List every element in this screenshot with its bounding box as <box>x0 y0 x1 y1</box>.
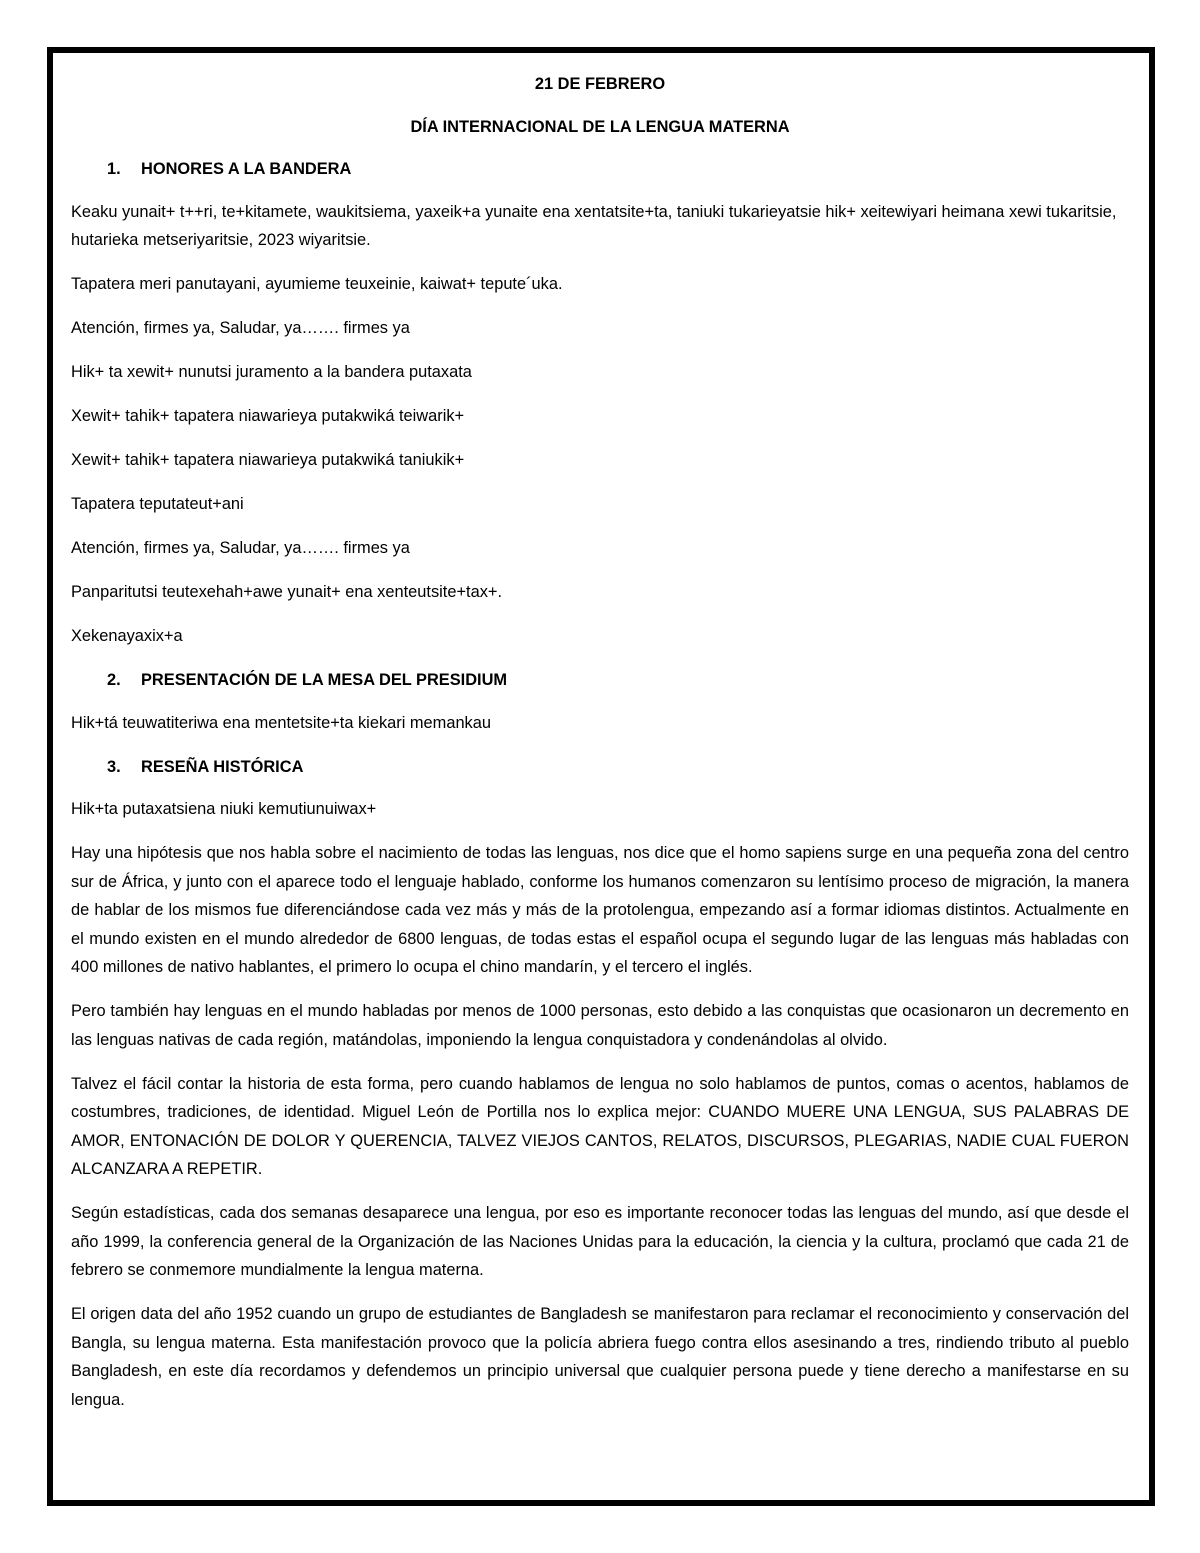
paragraph: Xekenayaxix+a <box>71 627 183 645</box>
section-heading-presidium <box>71 666 1129 695</box>
paragraph: Hik+ta putaxatsiena niuki kemutiunuiwax+ <box>71 800 377 818</box>
paragraph: Hik+ ta xewit+ nunutsi juramento a la bandera putaxata <box>71 363 472 381</box>
paragraph: Pero también hay lenguas en el mundo habladas por menos de 1000 personas, esto debido a las conquistas que ocasionaron un decremento en las lenguas nativas de cada región, matándolas, imponiendo la lengua conquistadora y condenándolas al olvido. <box>71 1002 1129 1049</box>
paragraph: Tapatera meri panutayani, ayumieme teuxeinie, kaiwat+ tepute´uka. <box>71 275 563 293</box>
section-number: 2. <box>107 671 121 689</box>
paragraph: Atención, firmes ya, Saludar, ya……. firmes ya <box>71 319 410 337</box>
paragraph: Tapatera teputateut+ani <box>71 495 244 513</box>
document-date: 21 DE FEBRERO <box>534 75 666 93</box>
section-heading-resena <box>71 753 1129 782</box>
document-title: DÍA INTERNACIONAL DE LA LENGUA MATERNA <box>410 117 790 136</box>
paragraph: Talvez el fácil contar la historia de esta forma, pero cuando hablamos de lengua no solo hablamos de puntos, comas o acentos, hablamos de costumbres, tradiciones, de identidad. Miguel León de Portilla nos lo explica mejor: CUANDO MUERE UNA LENGUA, SUS PALABRAS DE AMOR, ENTONACIÓN DE DOLOR Y QUERENCIA, TALVEZ VIEJOS CANTOS, RELATOS, DISCURSOS, PLEGARIAS, NADIE CUAL FUERON ALCANZARA A REPETIR. <box>71 1074 1129 1178</box>
paragraph: Según estadísticas, cada dos semanas desaparece una lengua, por eso es importante reconocer todas las lenguas del mundo, así que desde el año 1999, la conferencia general de la Organización de las Naciones Unidas para la educación, la ciencia y la cultura, proclamó que cada 21 de febrero se conmemore mundialmente la lengua materna. <box>71 1204 1129 1279</box>
paragraph: Panparitutsi teutexehah+awe yunait+ ena xenteutsite+tax+. <box>71 583 503 601</box>
section-number: 3. <box>107 757 121 776</box>
paragraph: Keaku yunait+ t++ri, te+kitamete, waukitsiema, yaxeik+a yunaite ena xentatsite+ta, taniuki tukarieyatsie hik+ xeitewiyari heimana xewi tukaritsie, hutarieka metseriyaritsie, 2023 wiyaritsie. <box>71 202 1117 249</box>
paragraph: Hay una hipótesis que nos habla sobre el nacimiento de todas las lenguas, nos dice que el homo sapiens surge en una pequeña zona del centro sur de África, y junto con el aparece todo el lenguaje hablado, conforme los humanos comenzaron su lentísimo proceso de migración, la manera de hablar de los mismos fue diferenciándose cada vez más y más de la protolengua, empezando así a formar idiomas distintos. Actualmente en el mundo existen en el mundo alrededor de 6800 lenguas, de todas estas el español ocupa el segundo lugar de las lenguas más habladas con 400 millones de nativo hablantes, el primero lo ocupa el chino mandarín, y el tercero el inglés. <box>71 844 1129 976</box>
paragraph: Xewit+ tahik+ tapatera niawarieya putakwiká taniukik+ <box>71 451 465 469</box>
paragraph: Xewit+ tahik+ tapatera niawarieya putakwiká teiwarik+ <box>71 407 465 425</box>
document-body <box>71 70 1129 1430</box>
section-heading-honores <box>71 155 1129 184</box>
paragraph: El origen data del año 1952 cuando un grupo de estudiantes de Bangladesh se manifestaron para reclamar el reconocimiento y conservación del Bangla, su lengua materna. Esta manifestación provoco que la policía abriera fuego contra ellos asesinando a tres, rindiendo tributo al pueblo Bangladesh, en este día recordamos y defendemos un principio universal que cualquier persona puede y tiene derecho a manifestarse en su lengua. <box>71 1305 1129 1409</box>
section-title: PRESENTACIÓN DE LA MESA DEL PRESIDIUM <box>141 671 508 689</box>
section-title: RESEÑA HISTÓRICA <box>141 757 304 776</box>
paragraph: Hik+tá teuwatiteriwa ena mentetsite+ta kiekari memankau <box>71 713 491 732</box>
paragraph: Atención, firmes ya, Saludar, ya……. firmes ya <box>71 539 410 557</box>
section-title: HONORES A LA BANDERA <box>141 160 352 178</box>
section-number: 1. <box>107 160 121 178</box>
